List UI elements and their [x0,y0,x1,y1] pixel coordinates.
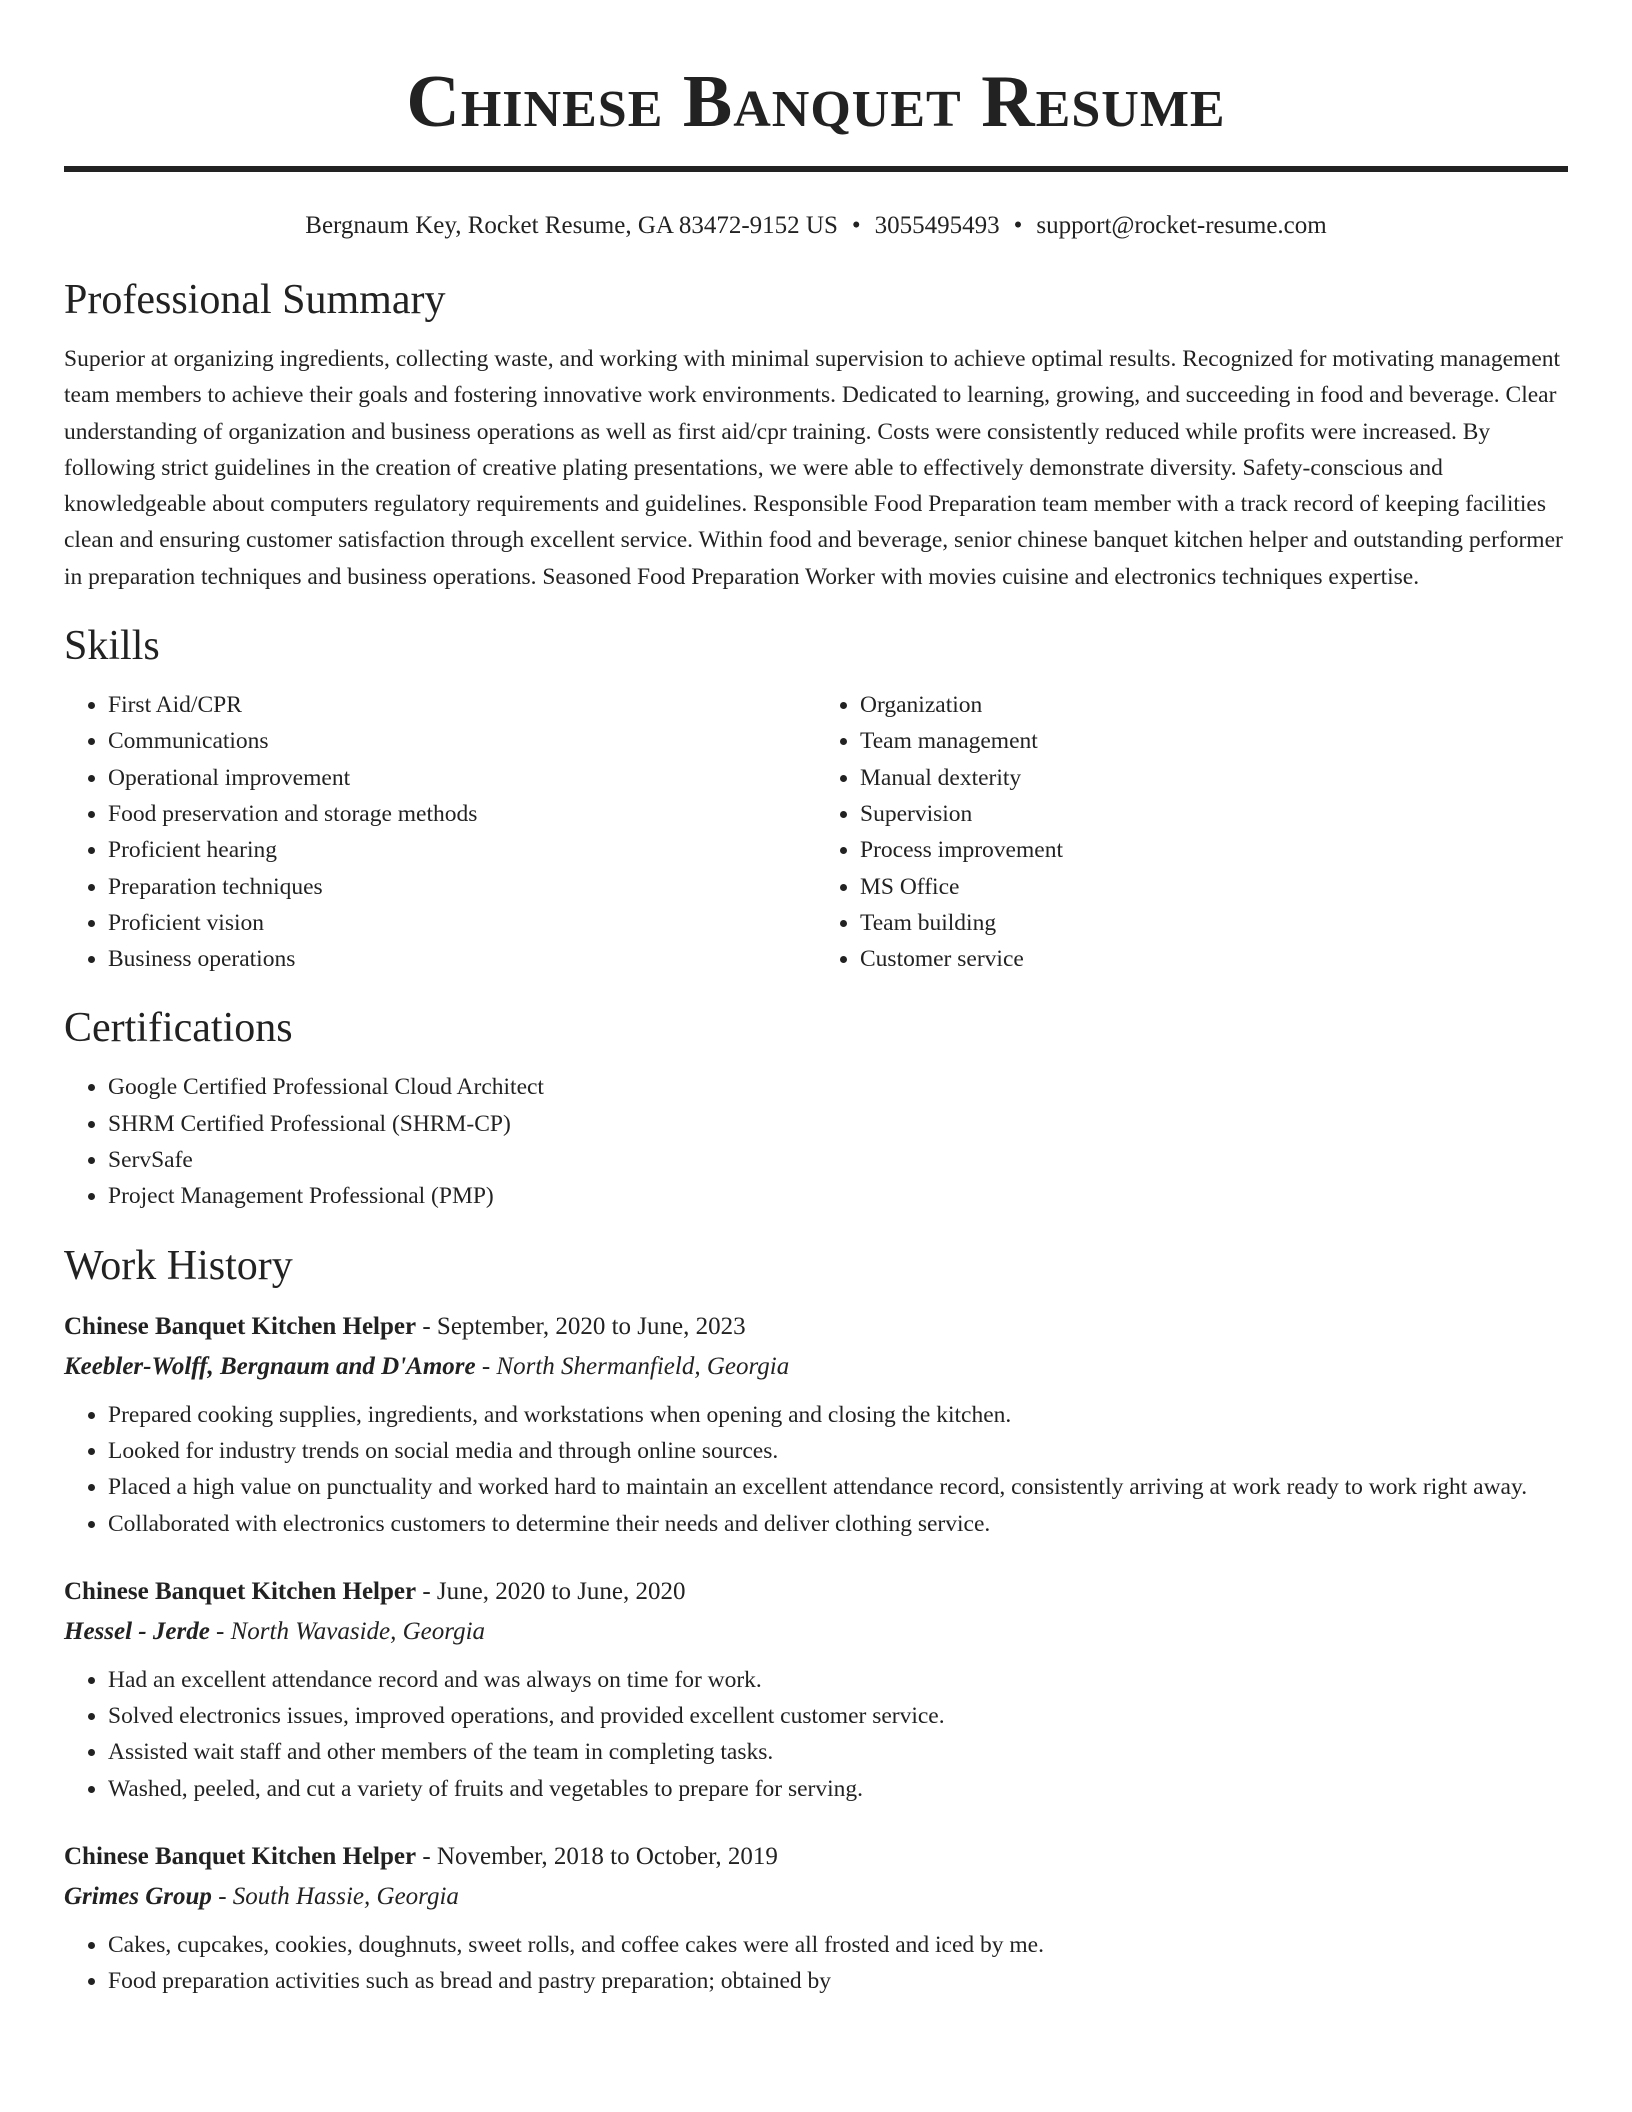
job-company-line [64,1612,1568,1652]
contact-address: Bergnaum Key, Rocket Resume, GA 83472-9152 US [305,212,838,239]
summary-heading: Professional Summary [64,277,446,323]
job-duty: • Had an excellent attendance record and was always on time for work. [108,1662,1568,1698]
job-location: - North Shermanfield, Georgia [475,1352,790,1380]
skill-item: • Manual dexterity [860,760,1568,796]
job-title-line [64,1572,1568,1612]
contact-line [64,209,1568,243]
skills-list-left [64,687,816,977]
work-history-heading: Work History [64,1242,293,1289]
job-duties [64,1662,1568,1807]
skill-item: • Team management [860,723,1568,759]
skill-item: • Food preservation and storage methods [108,796,816,832]
job-duty: • Placed a high value on punctuality and worked hard to maintain an excellent attendance record, consistently arriving at work ready to work right away. [108,1469,1568,1505]
job-dates: - June, 2020 to June, 2020 [416,1577,686,1605]
job-duty: • Cakes, cupcakes, cookies, doughnuts, sweet rolls, and coffee cakes were all frosted and iced by me. [108,1927,1568,1963]
job-duty: • Looked for industry trends on social media and through online sources. [108,1433,1568,1469]
job-company: Grimes Group [64,1883,212,1911]
job-entry [64,1572,1568,1807]
job-title: Chinese Banquet Kitchen Helper [64,1843,417,1871]
certification-item: • Google Certified Professional Cloud Architect [108,1069,1568,1105]
skill-item: • First Aid/CPR [108,687,816,723]
skill-item: • Communications [108,723,816,759]
job-location: - North Wavaside, Georgia [209,1617,486,1645]
job-duty: • Solved electronics issues, improved operations, and provided excellent customer service. [108,1698,1568,1734]
skill-item: • Operational improvement [108,760,816,796]
certifications-list [64,1069,1568,1214]
job-duty: • Washed, peeled, and cut a variety of fruits and vegetables to prepare for serving. [108,1771,1568,1807]
job-duty: • Assisted wait staff and other members of the team in completing tasks. [108,1734,1568,1770]
job-title: Chinese Banquet Kitchen Helper [64,1312,417,1340]
job-location: - South Hassie, Georgia [211,1883,459,1911]
skill-item: • Proficient hearing [108,832,816,868]
job-title: Chinese Banquet Kitchen Helper [64,1577,417,1605]
certification-item: • SHRM Certified Professional (SHRM-CP) [108,1106,1568,1142]
contact-email: support@rocket-resume.com [1036,212,1327,239]
job-company-line [64,1877,1568,1917]
certifications-heading: Certifications [64,1005,293,1052]
job-entry [64,1837,1568,2000]
job-dates: - September, 2020 to June, 2023 [416,1312,746,1340]
job-duty: • Prepared cooking supplies, ingredients, and workstations when opening and closing the kitchen. [108,1397,1568,1433]
skills-list-right [816,687,1568,977]
skill-item: • Business operations [108,941,816,977]
job-company: Keebler-Wolff, Bergnaum and D'Amore [64,1352,476,1380]
certification-item: • Project Management Professional (PMP) [108,1178,1568,1214]
skills-grid [64,687,1568,977]
title-divider [64,166,1568,173]
job-duties [64,1927,1568,2000]
job-company: Hessel - Jerde [64,1617,210,1645]
job-duty: • Collaborated with electronics customers to determine their needs and deliver clothing service. [108,1506,1568,1542]
resume-title: Chinese Banquet Resume [406,61,1226,143]
summary-text: Superior at organizing ingredients, collecting waste, and working with minimal supervision to achieve optimal results. Recognized for motivating management team members to achieve their goals and fostering innovative work environments. Dedicated to learning, growing, and succeeding in food and beverage. Clear understanding of organization and business operations as well as first aid/cpr training. Costs were consistently reduced while profits were increased. By following strict guidelines in the creation of creative plating presentations, we were able to effectively demonstrate diversity. Safety-conscious and knowledgeable about computers regulatory requirements and guidelines. Responsible Food Preparation team member with a track record of keeping facilities clean and ensuring customer satisfaction through excellent service. Within food and beverage, senior chinese banquet kitchen helper and outstanding performer in preparation techniques and business operations. Seasoned Food Preparation Worker with movies cuisine and electronics techniques expertise. [64,346,1563,590]
skill-item: • Supervision [860,796,1568,832]
job-title-line [64,1307,1568,1347]
skills-heading: Skills [64,623,160,670]
skill-item: • Proficient vision [108,905,816,941]
contact-separator: • [1013,212,1023,239]
job-duties [64,1397,1568,1542]
skill-item: • Team building [860,905,1568,941]
contact-separator: • [851,212,861,239]
skill-item: • MS Office [860,869,1568,905]
certification-item: • ServSafe [108,1142,1568,1178]
contact-phone: 3055495493 [874,212,1000,239]
resume-page [64,0,1568,2000]
job-dates: - November, 2018 to October, 2019 [416,1843,778,1871]
skill-item: • Preparation techniques [108,869,816,905]
skill-item: • Customer service [860,941,1568,977]
job-entry [64,1307,1568,1542]
job-title-line [64,1837,1568,1877]
job-duty: • Food preparation activities such as bread and pastry preparation; obtained by [108,1963,1568,1999]
skill-item: • Process improvement [860,832,1568,868]
job-company-line [64,1347,1568,1387]
skill-item: • Organization [860,687,1568,723]
